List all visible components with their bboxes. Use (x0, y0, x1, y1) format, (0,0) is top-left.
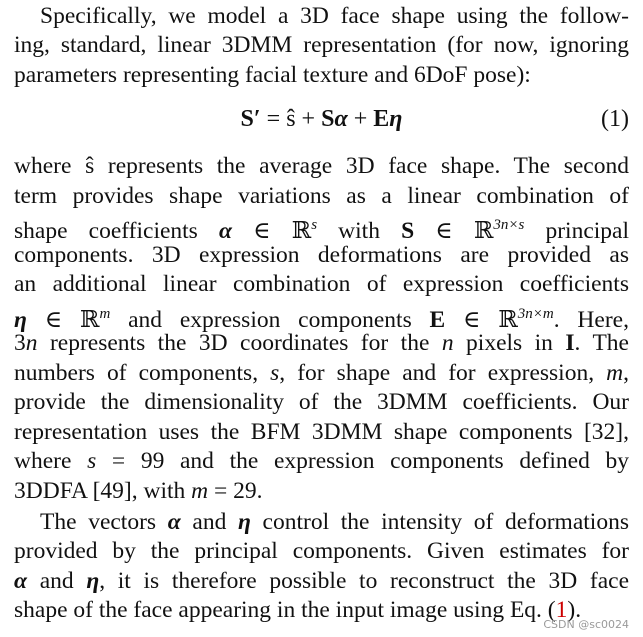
eq-S: S (321, 106, 335, 132)
para1-line-3: parameters representing facial texture and 6DoF pose): (14, 62, 531, 88)
para2-line-11: where s = 99 and the expression components defined by (14, 448, 629, 474)
para2-line-9: provide the dimensionality of the 3DMM coefficients. Our (14, 389, 629, 415)
para2-line-10: representation uses the BFM 3DMM shape components [32], (14, 419, 629, 445)
eq-alpha: α (334, 106, 348, 132)
para3-line-3: α and η, it is therefore possible to reconstruct the 3D face (14, 568, 629, 594)
para1-line-2: ing, standard, linear 3DMM representation (for now, ignoring (14, 32, 629, 58)
eq-plus-2: + (353, 106, 368, 132)
para2-line-3: shape coefficients α ∈ ℝ$^s$ with S ∈ ℝ$^{3n\times s}$ principal (14, 217, 630, 244)
para2-line-2: term provides shape variations as a linear combination of (14, 183, 629, 209)
para2-line-6: η ∈ ℝ$^m$ and expression components E ∈ ℝ$^{3n\times m}$. Here, (14, 306, 629, 333)
s-hat-symbol: ŝ (85, 153, 95, 179)
equation-1 (14, 106, 629, 138)
para2-line-5: an additional linear combination of expression coefficients (14, 271, 629, 297)
para2-line-7: 3n represents the 3D coordinates for the n pixels in I. The (14, 330, 629, 356)
para1-line-1: Specifically, we model a 3D face shape using the follow- (40, 3, 629, 29)
para3-line-2: provided by the principal components. Given estimates for (14, 538, 629, 564)
equation-ref-link[interactable]: 1 (555, 597, 568, 623)
para3-line-4: shape of the face appearing in the input image using Eq. (1). (14, 597, 582, 623)
para2-line-8: numbers of components, s, for shape and for expression, m, (14, 360, 629, 386)
para2-line-12: 3DDFA [49], with m = 29. (14, 478, 263, 504)
eq-eta: η (389, 106, 403, 132)
para2-line-4: components. 3D expression deformations are provided as (14, 242, 629, 268)
para3-line-1: The vectors α and η control the intensity of deformations (40, 509, 629, 535)
eq-E: E (373, 106, 390, 132)
para2-line-1: where ŝ represents the average 3D face shape. The second (14, 153, 629, 179)
equation-body (14, 106, 629, 133)
eq-lhs: S′ (240, 106, 261, 132)
eq-equals: = (266, 106, 281, 132)
equation-number: (1) (601, 106, 629, 132)
eq-s-hat: ŝ (286, 106, 296, 132)
watermark: CSDN @sc0024 (543, 618, 629, 631)
eq-plus-1: + (301, 106, 316, 132)
